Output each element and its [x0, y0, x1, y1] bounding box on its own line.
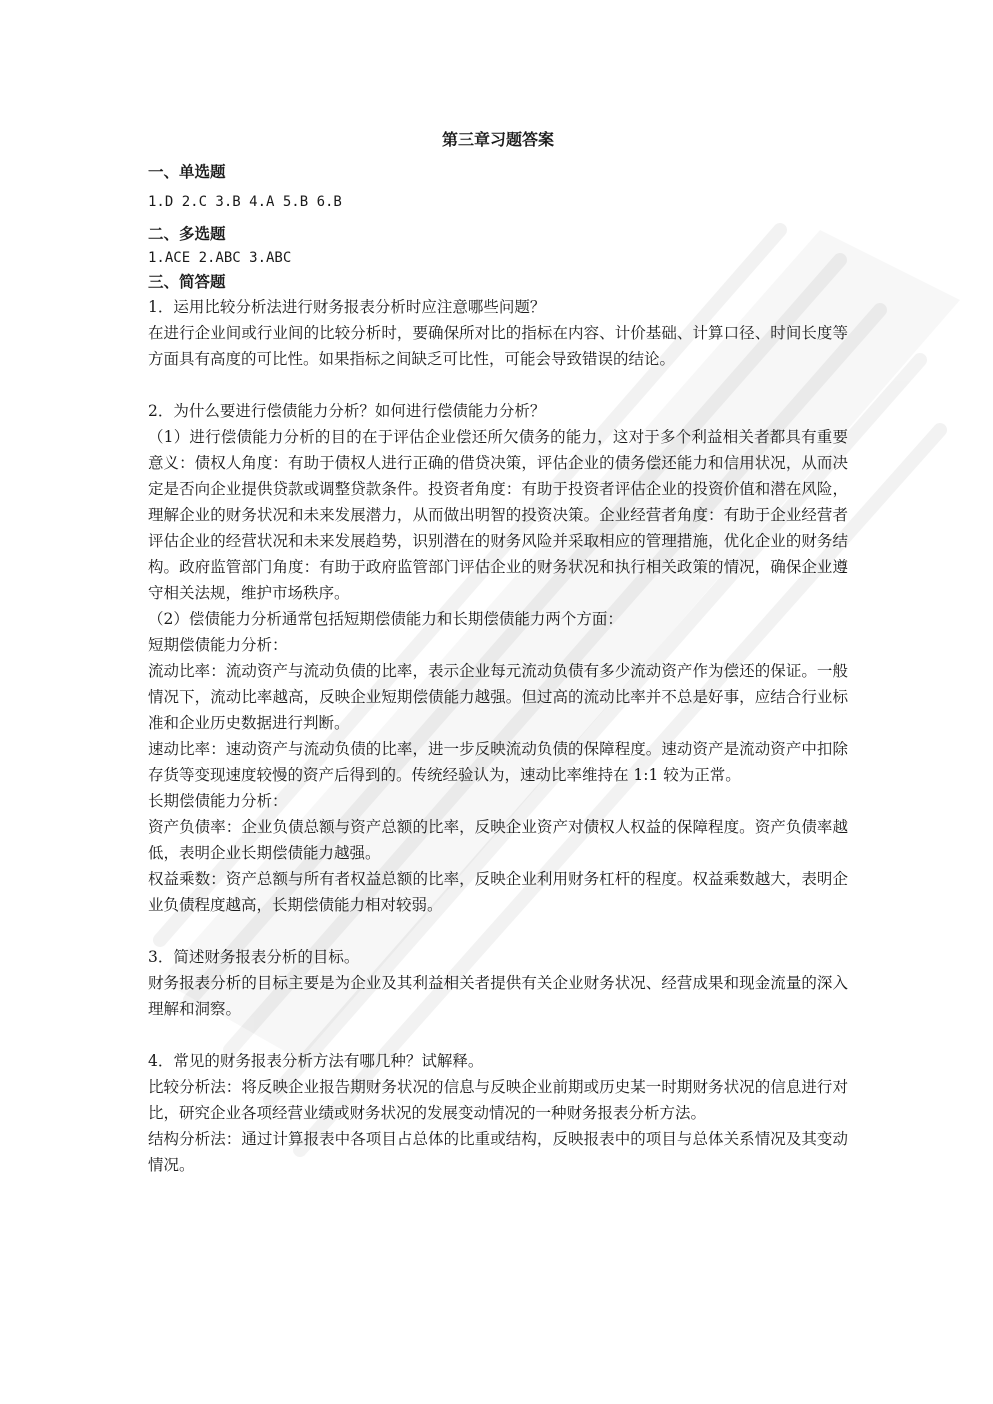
single-choice-answers: 1.D 2.C 3.B 4.A 5.B 6.B [148, 194, 342, 210]
answer-4-structural-analysis: 结构分析法：通过计算报表中各项目占总体的比重或结构，反映报表中的项目与总体关系情况及其变动情况。 [148, 1130, 848, 1174]
section-heading-multiple-choice: 二、多选题 [148, 225, 226, 243]
answer-2-current-ratio: 流动比率：流动资产与流动负债的比率，表示企业每元流动负债有多少流动资产作为偿还的保证。一般情况下，流动比率越高，反映企业短期偿债能力越强。但过高的流动比率并不总是好事，应结合行业标准和企业历史数据进行判断。 [148, 662, 848, 732]
section-heading-single-choice: 一、单选题 [148, 163, 226, 181]
question-1: 1．运用比较分析法进行财务报表分析时应注意哪些问题？ [148, 298, 546, 316]
answer-2-equity-multiplier: 权益乘数：资产总额与所有者权益总额的比率，反映企业利用财务杠杆的程度。权益乘数越大，表明企业负债程度越高，长期偿债能力相对较弱。 [148, 870, 848, 914]
page-title: 第三章习题答案 [441, 130, 554, 149]
answer-2-quick-ratio: 速动比率：速动资产与流动负债的比率，进一步反映流动负债的保障程度。速动资产是流动资产中扣除存货等变现速度较慢的资产后得到的。传统经验认为，速动比率维持在 1:1 较为正常。 [148, 740, 848, 784]
spacer [148, 372, 848, 398]
spacer [148, 918, 848, 944]
answer-2-subheading-long-term: 长期偿债能力分析： [148, 792, 288, 810]
question-3: 3．简述财务报表分析的目标。 [148, 948, 360, 966]
answer-3-paragraph: 财务报表分析的目标主要是为企业及其利益相关者提供有关企业财务状况、经营成果和现金流量的深入理解和洞察。 [148, 974, 848, 1018]
answer-2-paragraph-purpose: （1）进行偿债能力分析的目的在于评估企业偿还所欠债务的能力，这对于多个利益相关者都具有重要意义：债权人角度：有助于债权人进行正确的借贷决策，评估企业的债务偿还能力和信用状况，从而决定是否向企业提供贷款或调整贷款条件。投资者角度：有助于投资者评估企业的投资价值和潜在风险，理解企业的财务状况和未来发展潜力，从而做出明智的投资决策。企业经营者角度：有助于企业经营者评估企业的经营状况和未来发展趋势，识别潜在的财务风险并采取相应的管理措施，优化企业的财务结构。政府监管部门角度：有助于政府监管部门评估企业的财务状况和执行相关政策的情况，确保企业遵守相关法规，维护市场秩序。 [148, 428, 848, 602]
question-2: 2．为什么要进行偿债能力分析？如何进行偿债能力分析？ [148, 402, 546, 420]
answer-2-paragraph-method: （2）偿债能力分析通常包括短期偿债能力和长期偿债能力两个方面： [148, 610, 623, 628]
section-heading-short-answer: 三、简答题 [148, 273, 226, 291]
answer-1-paragraph: 在进行企业间或行业间的比较分析时，要确保所对比的指标在内容、计价基础、计算口径、时间长度等方面具有高度的可比性。如果指标之间缺乏可比性，可能会导致错误的结论。 [148, 324, 848, 368]
answer-4-comparative-analysis: 比较分析法：将反映企业报告期财务状况的信息与反映企业前期或历史某一时期财务状况的信息进行对比，研究企业各项经营业绩或财务状况的发展变动情况的一种财务报表分析方法。 [148, 1078, 848, 1122]
answer-2-subheading-short-term: 短期偿债能力分析： [148, 636, 288, 654]
question-4: 4．常见的财务报表分析方法有哪几种？试解释。 [148, 1052, 484, 1070]
multiple-choice-answers: 1.ACE 2.ABC 3.ABC [148, 250, 292, 266]
document-body [148, 128, 848, 1178]
spacer [148, 1022, 848, 1048]
answer-2-debt-ratio: 资产负债率：企业负债总额与资产总额的比率，反映企业资产对债权人权益的保障程度。资产负债率越低，表明企业长期偿债能力越强。 [148, 818, 848, 862]
